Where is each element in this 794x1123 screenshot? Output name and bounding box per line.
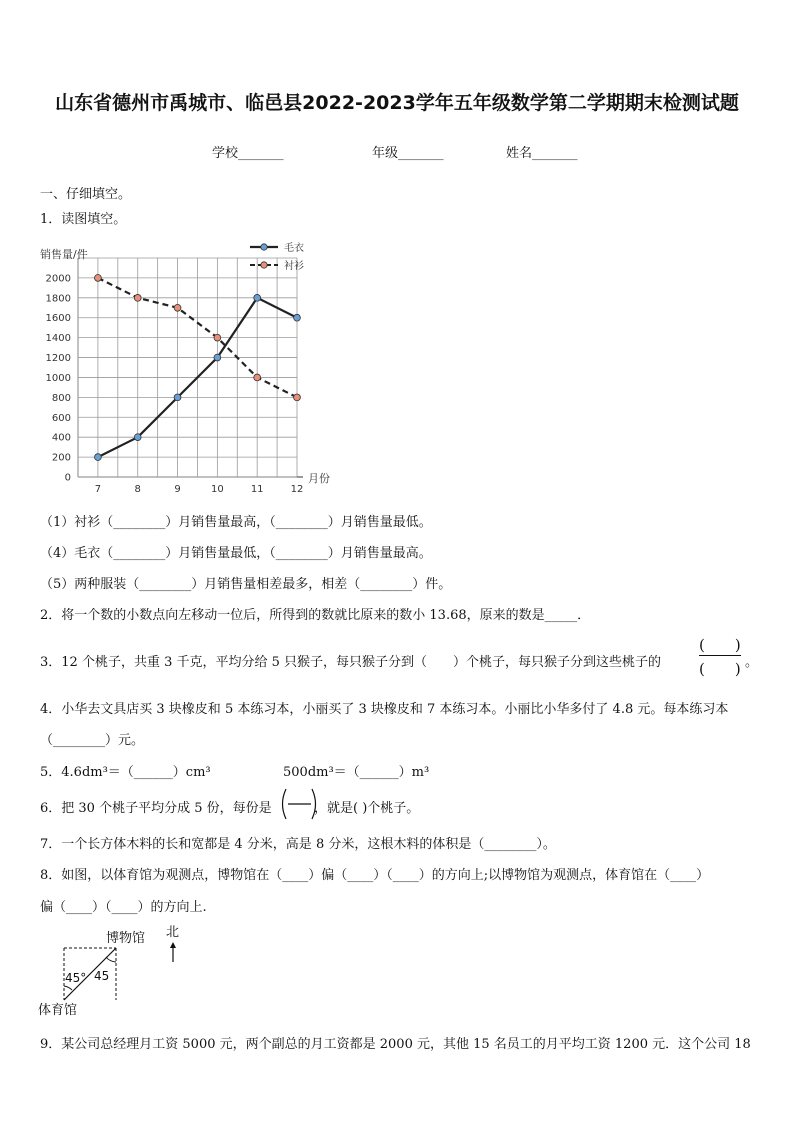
y-tick-label: 2000 — [45, 273, 71, 285]
sales-line-chart — [30, 236, 350, 498]
x-tick-label: 8 — [134, 484, 141, 495]
y-tick-label: 400 — [51, 432, 71, 444]
data-point — [95, 275, 102, 282]
fraction-denominator: ( ) — [699, 660, 741, 678]
x-tick-label: 9 — [174, 484, 181, 495]
question-1-stem: 1．读图填空。 — [40, 212, 127, 227]
angle-label-2: 45 — [94, 969, 110, 983]
x-tick-label: 11 — [250, 484, 264, 495]
data-point — [214, 334, 221, 341]
question-1-sub-5: （5）两种服装（________）月销售量相差最多，相差（________）件。 — [40, 577, 452, 592]
section-heading: 一、仔细填空。 — [40, 187, 132, 202]
question-3-end: 。 — [745, 655, 759, 670]
y-tick-label: 0 — [64, 472, 71, 484]
data-point — [134, 434, 141, 441]
school-field: 学校_______ — [212, 146, 284, 161]
data-point — [95, 454, 102, 461]
data-point — [174, 304, 181, 311]
page-title: 山东省德州市禹城市、临邑县2022-2023学年五年级数学第二学期期末检测试题 — [55, 92, 739, 114]
fraction-blank — [697, 634, 743, 678]
gym-label: 体育馆 — [38, 1003, 78, 1018]
chart-grid — [78, 258, 303, 477]
question-8-line-1: 8．如图，以体育馆为观测点，博物馆在（____）偏（____）（____）的方向上;以博物馆为观测点，体育馆在（____） — [40, 868, 710, 883]
x-tick-label: 10 — [210, 484, 224, 495]
y-tick-label: 1200 — [45, 353, 71, 365]
data-point — [214, 354, 221, 361]
y-tick-label: 1800 — [45, 293, 71, 305]
y-tick-label: 1600 — [45, 313, 71, 325]
data-point — [294, 314, 301, 321]
question-5-part-a: 5．4.6dm³＝（______）cm³ — [40, 765, 211, 780]
question-2: 2．将一个数的小数点向左移动一位后，所得到的数就比原来的数小 13.68，原来的数是_____． — [40, 608, 591, 623]
question-9: 9．某公司总经理月工资 5000 元，两个副总的月工资都是 2000 元，其他 15 名员工的月平均工资 1200 元．这个公司 18 — [40, 1037, 751, 1052]
y-tick-labels — [46, 273, 71, 483]
fraction-numerator: ( ) — [699, 636, 741, 654]
data-point — [294, 394, 301, 401]
y-tick-label: 1000 — [45, 372, 71, 384]
question-6-pre: 6．把 30 个桃子平均分成 5 份，每份是 — [40, 801, 272, 816]
north-label: 北 — [166, 925, 180, 940]
question-7: 7．一个长方体木料的长和宽都是 4 分米，高是 8 分米，这根木料的体积是（________）。 — [40, 837, 556, 852]
question-4-line-1: 4．小华去文具店买 3 块橡皮和 5 本练习本，小丽买了 3 块橡皮和 7 本练习本。小丽比小华多付了 4.8 元。每本练习本 — [40, 702, 729, 717]
fraction-bar — [699, 655, 741, 656]
question-4-line-2: （________）元。 — [40, 733, 145, 748]
question-5-part-b: 500dm³＝（______）m³ — [283, 765, 430, 780]
angle-label-1: 45° — [65, 971, 87, 985]
y-tick-label: 200 — [51, 452, 71, 464]
y-axis-label: 销售量/件 — [40, 248, 88, 261]
x-tick-label: 12 — [290, 484, 304, 495]
grade-field: 年级_______ — [372, 146, 444, 161]
question-3: 3．12 个桃子，共重 3 千克，平均分给 5 只猴子，每只猴子分到（ ）个桃子，每只猴子分到这些桃子的 — [40, 655, 662, 670]
data-point — [174, 394, 181, 401]
direction-figure — [34, 922, 194, 1022]
data-point — [254, 374, 261, 381]
question-8-line-2: 偏（____）（____）的方向上. — [40, 900, 207, 915]
data-point — [254, 294, 261, 301]
y-tick-label: 1400 — [45, 333, 71, 345]
museum-label: 博物馆 — [106, 931, 146, 946]
question-1-sub-1: （1）衬衫（________）月销售量最高，（________）月销售量最低。 — [40, 515, 432, 530]
x-axis-label: 月份 — [308, 472, 330, 485]
x-tick-label: 7 — [94, 484, 102, 495]
question-1-sub-4: （4）毛衣（________）月销售量最低，（________）月销售量最高。 — [40, 546, 432, 561]
data-point — [134, 294, 141, 301]
y-tick-label: 800 — [51, 392, 71, 404]
y-tick-label: 600 — [51, 412, 71, 424]
name-field: 姓名_______ — [506, 146, 578, 161]
x-tick-labels — [95, 484, 304, 495]
question-6-post: ，就是( )个桃子。 — [314, 801, 420, 816]
legend-shirt: 衬衫 — [284, 261, 304, 272]
legend-sweater: 毛衣 — [284, 243, 304, 254]
